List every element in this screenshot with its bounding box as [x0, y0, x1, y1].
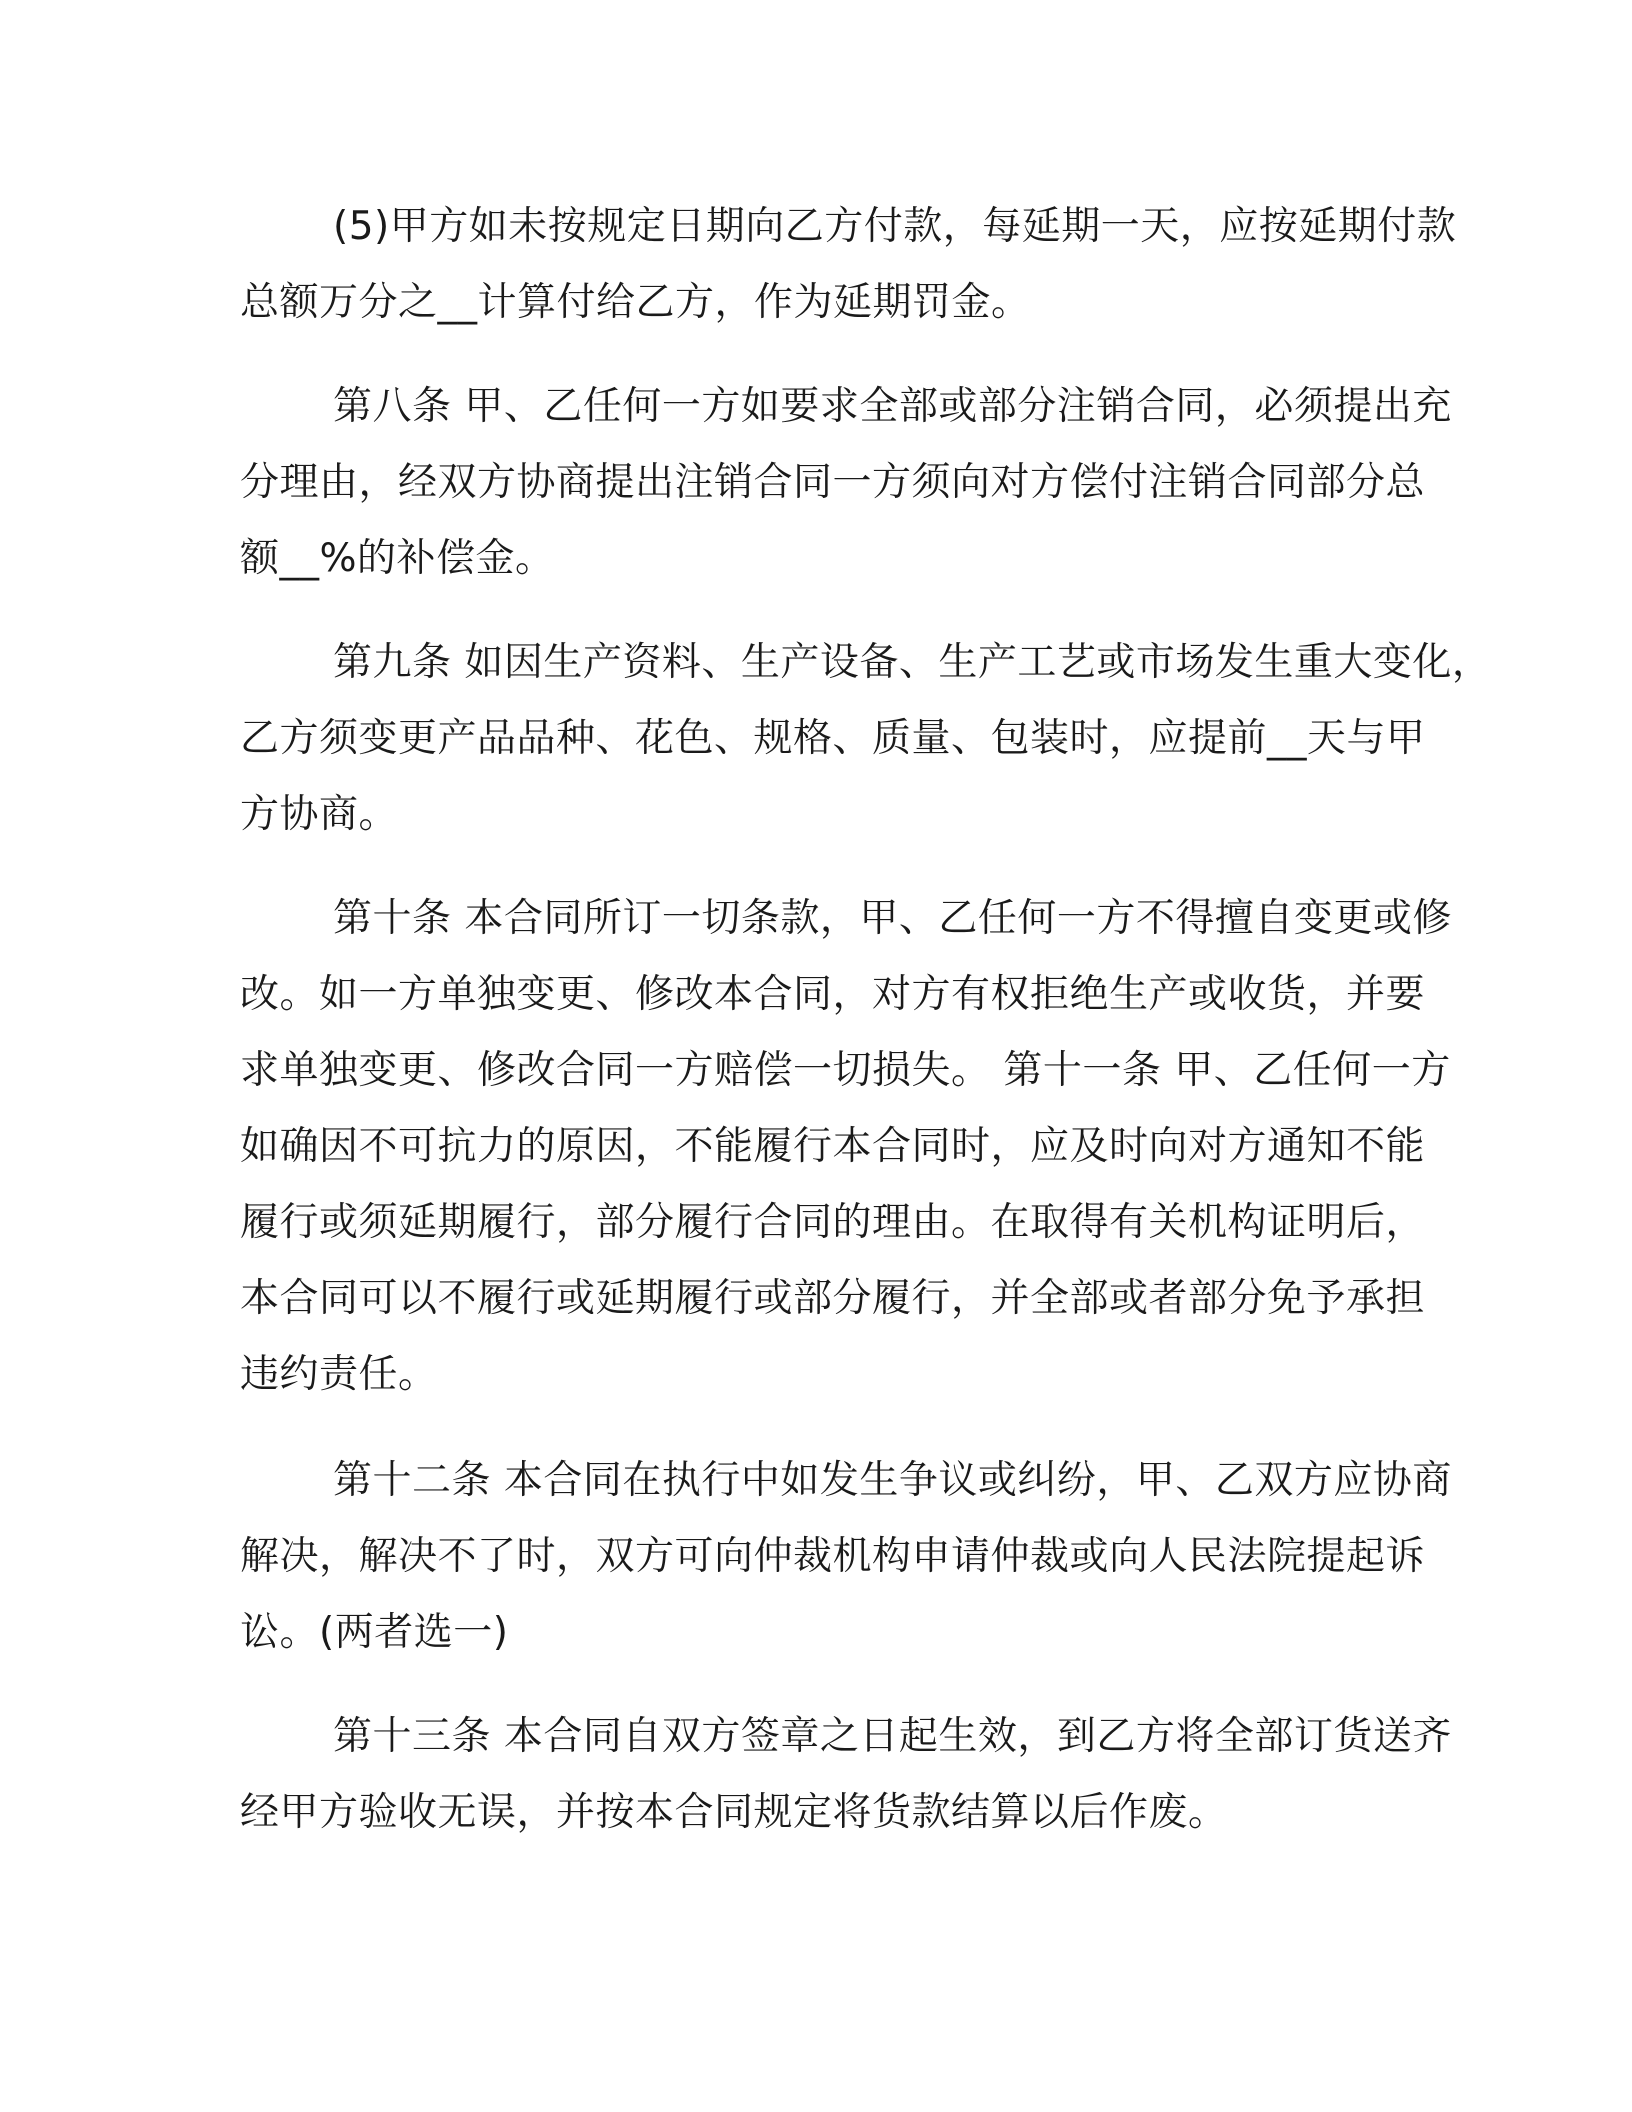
- paragraph-line: 本合同可以不履行或延期履行或部分履行，并全部或者部分免予承担: [240, 1276, 1426, 1321]
- paragraph-line: 乙方须变更产品品种、花色、规格、质量、包装时，应提前__天与甲: [240, 716, 1426, 761]
- paragraph-line: (5)甲方如未按规定日期向乙方付款，每延期一天，应按延期付款: [333, 204, 1457, 249]
- paragraph-line: 如确因不可抗力的原因，不能履行本合同时，应及时向对方通知不能: [240, 1124, 1426, 1169]
- paragraph-line: 第八条 甲、乙任何一方如要求全部或部分注销合同，必须提出充: [333, 384, 1452, 429]
- paragraph-line: 第十三条 本合同自双方签章之日起生效，到乙方将全部订货送齐: [333, 1714, 1452, 1759]
- paragraph-line: 总额万分之__计算付给乙方，作为延期罚金。: [240, 280, 1031, 325]
- paragraph-line: 讼。(两者选一): [240, 1610, 509, 1655]
- paragraph-line: 改。如一方单独变更、修改本合同，对方有权拒绝生产或收货，并要: [240, 972, 1426, 1017]
- paragraph-line: 第九条 如因生产资料、生产设备、生产工艺或市场发生重大变化，: [333, 640, 1492, 685]
- paragraph-line: 解决，解决不了时，双方可向仲裁机构申请仲裁或向人民法院提起诉: [240, 1534, 1426, 1579]
- paragraph-line: 方协商。: [240, 792, 399, 837]
- paragraph-line: 分理由，经双方协商提出注销合同一方须向对方偿付注销合同部分总: [240, 460, 1426, 505]
- paragraph-line: 经甲方验收无误，并按本合同规定将货款结算以后作废。: [240, 1790, 1228, 1835]
- paragraph-line: 额__%的补偿金。: [240, 536, 555, 581]
- paragraph-line: 求单独变更、修改合同一方赔偿一切损失。 第十一条 甲、乙任何一方: [240, 1048, 1451, 1093]
- paragraph-line: 第十二条 本合同在执行中如发生争议或纠纷，甲、乙双方应协商: [333, 1458, 1452, 1503]
- paragraph-line: 第十条 本合同所订一切条款，甲、乙任何一方不得擅自变更或修: [333, 896, 1452, 941]
- paragraph-line: 履行或须延期履行，部分履行合同的理由。在取得有关机构证明后，: [240, 1200, 1426, 1245]
- paragraph-line: 违约责任。: [240, 1352, 438, 1397]
